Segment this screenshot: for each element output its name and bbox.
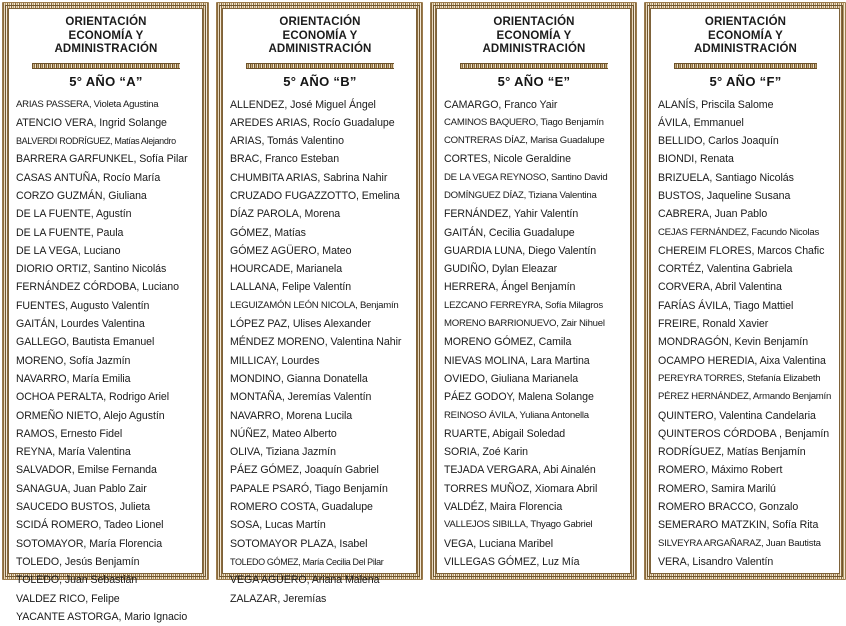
student-name: FERNÁNDEZ, Yahir Valentín <box>444 205 624 223</box>
student-name: MONTAÑA, Jeremías Valentín <box>230 388 410 406</box>
student-name: BIONDI, Renata <box>658 150 833 168</box>
student-name: CHUMBITA ARIAS, Sabrina Nahir <box>230 169 410 187</box>
student-name: CAMARGO, Franco Yair <box>444 96 624 114</box>
student-name: GUDIÑO, Dylan Eleazar <box>444 260 624 278</box>
student-name: NÚÑEZ, Mateo Alberto <box>230 425 410 443</box>
student-name: CASAS ANTUÑA, Rocío María <box>16 169 196 187</box>
student-name: DIORIO ORTIZ, Santino Nicolás <box>16 260 196 278</box>
student-list <box>444 96 624 572</box>
student-name: GUARDIA LUNA, Diego Valentín <box>444 242 624 260</box>
student-name: MÉNDEZ MORENO, Valentina Nahir <box>230 333 410 351</box>
student-name: SORIA, Zoé Karin <box>444 443 624 461</box>
student-name: ATENCIO VERA, Ingrid Solange <box>16 114 196 132</box>
student-name: GÓMEZ, Matías <box>230 224 410 242</box>
student-name: CORTÉZ, Valentina Gabriela <box>658 260 833 278</box>
student-name: PÁEZ GODOY, Malena Solange <box>444 388 624 406</box>
student-name: HERRERA, Ángel Benjamín <box>444 278 624 296</box>
year-heading: 5° AÑO “E” <box>444 74 624 90</box>
ornament-divider <box>674 63 818 69</box>
roster-panel-inner <box>436 8 631 574</box>
student-name: PEREYRA TORRES, Stefanía Elizabeth <box>658 370 833 388</box>
student-name: CABRERA, Juan Pablo <box>658 205 833 223</box>
student-name: CAMINOS BAQUERO, Tiago Benjamín <box>444 114 624 132</box>
student-name: OLIVA, Tiziana Jazmín <box>230 443 410 461</box>
student-name: QUINTEROS CÓRDOBA , Benjamín <box>658 425 833 443</box>
orientation-heading <box>444 16 624 57</box>
student-name: QUINTERO, Valentina Candelaria <box>658 407 833 425</box>
student-name: ORMEÑO NIETO, Alejo Agustín <box>16 407 196 425</box>
student-name: ROMERO BRACCO, Gonzalo <box>658 498 833 516</box>
year-heading: 5° AÑO “B” <box>230 74 410 90</box>
student-name: ARIAS, Tomás Valentino <box>230 132 410 150</box>
orientation-line-1: ORIENTACIÓN <box>230 16 410 30</box>
student-name: FERNÁNDEZ CÓRDOBA, Luciano <box>16 278 196 296</box>
roster-panel-4 <box>644 2 846 580</box>
roster-panel-inner <box>8 8 203 574</box>
student-name: NAVARRO, Morena Lucila <box>230 407 410 425</box>
student-name: FARÍAS ÁVILA, Tiago Mattiel <box>658 297 833 315</box>
student-name: DOMÍNGUEZ DÍAZ, Tiziana Valentina <box>444 187 624 205</box>
student-name: CEJAS FERNÁNDEZ, Facundo Nicolas <box>658 224 833 242</box>
orientation-line-1: ORIENTACIÓN <box>658 16 833 30</box>
student-name: FREIRE, Ronald Xavier <box>658 315 833 333</box>
roster-panel-inner <box>650 8 840 574</box>
student-name: CORZO GUZMÁN, Giuliana <box>16 187 196 205</box>
student-name: MORENO BARRIONUEVO, Zair Nihuel <box>444 315 624 333</box>
student-name: SANAGUA, Juan Pablo Zair <box>16 480 196 498</box>
student-name: MONDRAGÓN, Kevin Benjamín <box>658 333 833 351</box>
year-heading: 5° AÑO “A” <box>16 74 196 90</box>
student-name: TOLEDO GÓMEZ, María Cecilia Del Pilar <box>230 553 410 571</box>
student-name: LÓPEZ PAZ, Ulises Alexander <box>230 315 410 333</box>
student-name: NIEVAS MOLINA, Lara Martina <box>444 352 624 370</box>
student-name: VILLEGAS GÓMEZ, Luz Mía <box>444 553 624 571</box>
student-list <box>230 96 410 608</box>
student-name: FUENTES, Augusto Valentín <box>16 297 196 315</box>
student-name: NAVARRO, María Emilia <box>16 370 196 388</box>
student-name: CRUZADO FUGAZZOTTO, Emelina <box>230 187 410 205</box>
student-name: ARIAS PASSERA, Violeta Agustina <box>16 96 196 114</box>
orientation-heading <box>16 16 196 57</box>
student-name: GÓMEZ AGÜERO, Mateo <box>230 242 410 260</box>
student-name: ALANÍS, Priscila Salome <box>658 96 833 114</box>
student-name: BALVERDI RODRÍGUEZ, Matías Alejandro <box>16 132 196 150</box>
student-name: VEGA AGÜERO, Ariana Malena <box>230 571 410 589</box>
student-name: GAITÁN, Cecilia Guadalupe <box>444 224 624 242</box>
student-name: ROMERO COSTA, Guadalupe <box>230 498 410 516</box>
student-name: DE LA VEGA, Luciano <box>16 242 196 260</box>
student-name: ÁVILA, Emmanuel <box>658 114 833 132</box>
student-name: ROMERO, Máximo Robert <box>658 461 833 479</box>
ornament-divider <box>460 63 608 69</box>
student-name: CORVERA, Abril Valentina <box>658 278 833 296</box>
student-name: HOURCADE, Marianela <box>230 260 410 278</box>
roster-panel-inner <box>222 8 417 574</box>
student-list <box>658 96 833 572</box>
student-name: CHEREIM FLORES, Marcos Chafic <box>658 242 833 260</box>
student-name: VALDÉZ, Maira Florencia <box>444 498 624 516</box>
student-name: LALLANA, Felipe Valentín <box>230 278 410 296</box>
student-name: LEGUIZAMÓN LEÓN NICOLA, Benjamín <box>230 297 410 315</box>
orientation-line-2: ECONOMÍA Y ADMINISTRACIÓN <box>16 30 196 57</box>
student-name: ZALAZAR, Jeremías <box>230 590 410 608</box>
orientation-heading <box>230 16 410 57</box>
student-name: MILLICAY, Lourdes <box>230 352 410 370</box>
student-name: BELLIDO, Carlos Joaquín <box>658 132 833 150</box>
student-name: VALDEZ RICO, Felipe <box>16 590 196 608</box>
student-name: DE LA FUENTE, Agustín <box>16 205 196 223</box>
student-list <box>16 96 196 626</box>
student-name: MONDINO, Gianna Donatella <box>230 370 410 388</box>
student-name: VALLEJOS SIBILLA, Thyago Gabriel <box>444 516 624 534</box>
student-name: DÍAZ PAROLA, Morena <box>230 205 410 223</box>
student-name: SILVEYRA ARGAÑARAZ, Juan Bautista <box>658 535 833 553</box>
student-name: BUSTOS, Jaqueline Susana <box>658 187 833 205</box>
student-name: TOLEDO, Jesús Benjamín <box>16 553 196 571</box>
orientation-line-2: ECONOMÍA Y ADMINISTRACIÓN <box>230 30 410 57</box>
student-name: BRIZUELA, Santiago Nicolás <box>658 169 833 187</box>
student-name: PÉREZ HERNÁNDEZ, Armando Benjamín <box>658 388 833 406</box>
student-name: BARRERA GARFUNKEL, Sofía Pilar <box>16 150 196 168</box>
orientation-line-1: ORIENTACIÓN <box>444 16 624 30</box>
roster-panel-1 <box>2 2 209 580</box>
student-name: RUARTE, Abigail Soledad <box>444 425 624 443</box>
student-name: VERA, Lisandro Valentín <box>658 553 833 571</box>
student-name: DE LA VEGA REYNOSO, Santino David <box>444 169 624 187</box>
orientation-line-2: ECONOMÍA Y ADMINISTRACIÓN <box>444 30 624 57</box>
student-name: MORENO GÓMEZ, Camila <box>444 333 624 351</box>
student-name: DE LA FUENTE, Paula <box>16 224 196 242</box>
student-name: OCHOA PERALTA, Rodrigo Ariel <box>16 388 196 406</box>
roster-panel-3 <box>430 2 637 580</box>
student-name: PÁEZ GÓMEZ, Joaquín Gabriel <box>230 461 410 479</box>
student-name: PAPALE PSARÓ, Tiago Benjamín <box>230 480 410 498</box>
student-name: SALVADOR, Emilse Fernanda <box>16 461 196 479</box>
student-name: AREDES ARIAS, Rocío Guadalupe <box>230 114 410 132</box>
roster-panel-2 <box>216 2 423 580</box>
ornament-divider <box>32 63 180 69</box>
student-name: SCIDÁ ROMERO, Tadeo Lionel <box>16 516 196 534</box>
orientation-line-1: ORIENTACIÓN <box>16 16 196 30</box>
student-name: SAUCEDO BUSTOS, Julieta <box>16 498 196 516</box>
orientation-heading <box>658 16 833 57</box>
ornament-divider <box>246 63 394 69</box>
student-name: VEGA, Luciana Maribel <box>444 535 624 553</box>
year-heading: 5° AÑO “F” <box>658 74 833 90</box>
student-name: OCAMPO HEREDIA, Aixa Valentina <box>658 352 833 370</box>
student-name: SOSA, Lucas Martín <box>230 516 410 534</box>
student-name: CONTRERAS DÍAZ, Marisa Guadalupe <box>444 132 624 150</box>
student-name: BRAC, Franco Esteban <box>230 150 410 168</box>
student-name: ROMERO, Samira Marilú <box>658 480 833 498</box>
orientation-line-2: ECONOMÍA Y ADMINISTRACIÓN <box>658 30 833 57</box>
student-name: CORTES, Nicole Geraldine <box>444 150 624 168</box>
student-name: SEMERARO MATZKIN, Sofía Rita <box>658 516 833 534</box>
student-name: SOTOMAYOR PLAZA, Isabel <box>230 535 410 553</box>
student-name: GAITÁN, Lourdes Valentina <box>16 315 196 333</box>
student-name: REINOSO ÁVILA, Yuliana Antonella <box>444 407 624 425</box>
student-name: RAMOS, Ernesto Fidel <box>16 425 196 443</box>
student-name: SOTOMAYOR, María Florencia <box>16 535 196 553</box>
student-name: GALLEGO, Bautista Emanuel <box>16 333 196 351</box>
student-name: OVIEDO, Giuliana Marianela <box>444 370 624 388</box>
student-name: ALLENDEZ, José Miguel Ángel <box>230 96 410 114</box>
student-name: LEZCANO FERREYRA, Sofía Milagros <box>444 297 624 315</box>
student-name: TORRES MUÑOZ, Xiomara Abril <box>444 480 624 498</box>
student-name: YACANTE ASTORGA, Mario Ignacio <box>16 608 196 626</box>
student-name: REYNA, María Valentina <box>16 443 196 461</box>
student-name: RODRÍGUEZ, Matías Benjamín <box>658 443 833 461</box>
student-name: MORENO, Sofía Jazmín <box>16 352 196 370</box>
student-name: TEJADA VERGARA, Abi Ainalén <box>444 461 624 479</box>
student-name: TOLEDO, Juan Sebastián <box>16 571 196 589</box>
